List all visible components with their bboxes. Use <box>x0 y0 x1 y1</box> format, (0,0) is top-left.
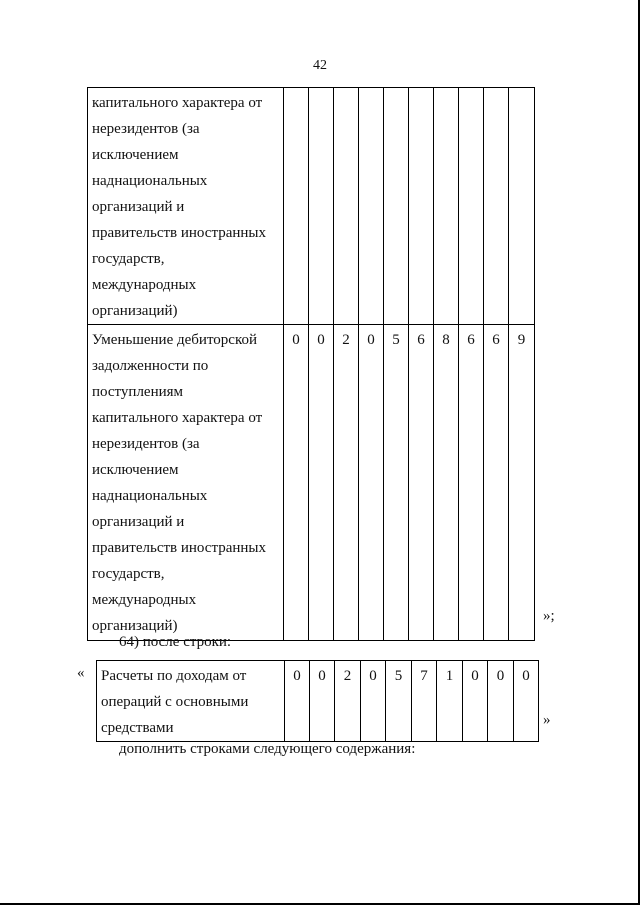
code-digit-6 <box>409 88 434 325</box>
code-digit-8 <box>459 88 484 325</box>
opening-quote-mark: « <box>77 665 85 681</box>
supplement-text: дополнить строками следующего содержания: <box>119 741 416 757</box>
code-digit-6: 7 <box>412 661 437 742</box>
code-digit-3: 2 <box>334 325 359 641</box>
codes-table-second <box>96 660 539 742</box>
code-digit-10 <box>509 88 535 325</box>
code-digit-4: 0 <box>359 325 384 641</box>
code-digit-5: 5 <box>384 325 409 641</box>
closing-quote-mark: »; <box>543 608 555 624</box>
code-digit-1: 0 <box>284 325 309 641</box>
code-digit-9: 6 <box>484 325 509 641</box>
row-label: капитального характера от нерезидентов (за исключением наднациональных организаций и правительств иностранных государств, международных организаций) <box>88 88 284 325</box>
closing-quote-mark: » <box>543 712 551 728</box>
table-row-continued <box>88 88 535 325</box>
code-digit-2: 0 <box>310 661 335 742</box>
item-64-text: 64) после строки: <box>119 634 232 650</box>
code-digit-4: 0 <box>361 661 386 742</box>
codes-table-main <box>87 87 535 641</box>
page-number: 42 <box>313 58 327 73</box>
code-digit-7: 1 <box>437 661 463 742</box>
code-digit-4 <box>359 88 384 325</box>
code-digit-1: 0 <box>285 661 310 742</box>
code-digit-5 <box>384 88 409 325</box>
table-row-decrease-receivables <box>88 325 535 641</box>
code-digit-6: 6 <box>409 325 434 641</box>
code-digit-7: 8 <box>434 325 459 641</box>
code-digit-10: 9 <box>509 325 535 641</box>
row-label: Расчеты по доходам от операций с основными средствами <box>97 661 285 742</box>
code-digit-5: 5 <box>386 661 412 742</box>
row-label: Уменьшение дебиторской задолженности по поступлениям капитального характера от нерезидентов (за исключением наднациональных организаций и правительств иностранных государств, международных организаций) <box>88 325 284 641</box>
code-digit-3: 2 <box>335 661 361 742</box>
code-digit-2 <box>309 88 334 325</box>
code-digit-3 <box>334 88 359 325</box>
code-digit-9: 0 <box>488 661 514 742</box>
code-digit-7 <box>434 88 459 325</box>
code-digit-8: 6 <box>459 325 484 641</box>
code-digit-1 <box>284 88 309 325</box>
code-digit-10: 0 <box>514 661 539 742</box>
table-row-income-fixed-assets <box>97 661 539 742</box>
code-digit-9 <box>484 88 509 325</box>
code-digit-8: 0 <box>463 661 488 742</box>
code-digit-2: 0 <box>309 325 334 641</box>
